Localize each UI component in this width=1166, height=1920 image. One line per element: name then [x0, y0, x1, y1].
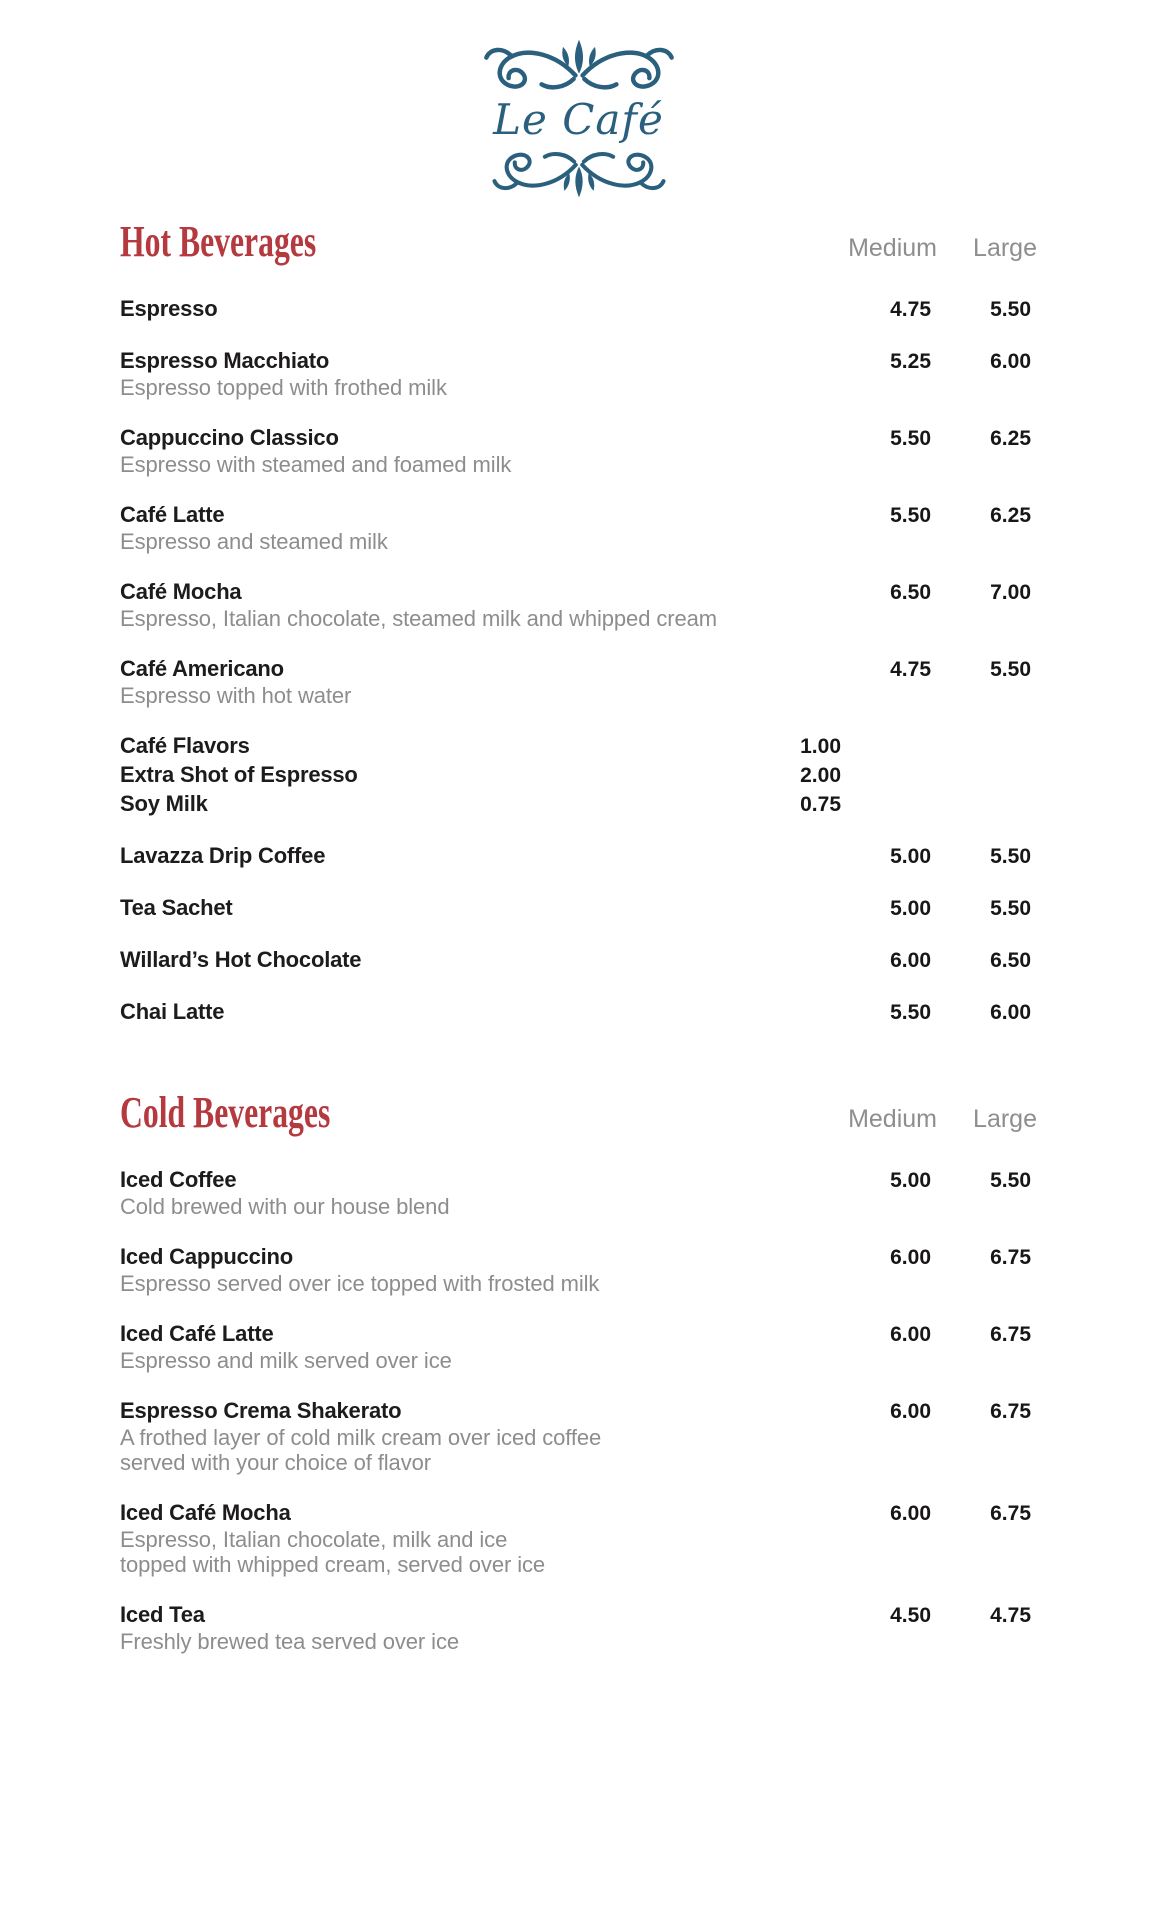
price-medium: 6.00 — [890, 1400, 931, 1423]
item-text — [120, 1244, 752, 1296]
price-large: 5.50 — [990, 1169, 1031, 1192]
menu-item-row — [120, 1398, 1037, 1475]
item-text — [120, 947, 752, 974]
menu-item-row — [120, 895, 1037, 922]
price-large: 7.00 — [990, 581, 1031, 604]
price-large: 6.25 — [990, 504, 1031, 527]
item-description-line: Freshly brewed tea served over ice — [120, 1629, 459, 1654]
item-description-line: Espresso, Italian chocolate, steamed milk and whipped cream — [120, 606, 717, 631]
menu-item-row — [120, 843, 1037, 870]
price-medium: 5.00 — [890, 845, 931, 868]
item-name: Iced Café Latte — [120, 1321, 274, 1346]
cafe-logo — [464, 38, 694, 199]
price-medium: 4.50 — [890, 1604, 931, 1627]
item-description-line: A frothed layer of cold milk cream over iced coffee — [120, 1425, 602, 1450]
price-medium: 5.50 — [890, 1001, 931, 1024]
price-large: 6.25 — [990, 427, 1031, 450]
price-large: 6.00 — [990, 350, 1031, 373]
item-text — [120, 296, 752, 323]
item-description — [120, 1527, 752, 1577]
item-text — [120, 843, 752, 870]
item-name: Café Latte — [120, 502, 225, 527]
section-title: Cold Beverages — [120, 1088, 331, 1137]
item-description — [120, 1425, 752, 1475]
item-description — [120, 606, 752, 631]
item-text — [120, 656, 752, 708]
item-name: Soy Milk — [120, 791, 208, 816]
menu-item-row — [120, 1167, 1037, 1219]
item-name: Café Flavors — [120, 733, 250, 758]
item-description — [120, 1271, 752, 1296]
menu-item-row — [120, 791, 1037, 818]
column-header-medium: Medium — [848, 1105, 937, 1133]
item-description-line: Cold brewed with our house blend — [120, 1194, 450, 1219]
menu-item-row — [120, 348, 1037, 400]
price-medium: 6.00 — [890, 1502, 931, 1525]
price-large: 5.50 — [990, 298, 1031, 321]
item-name: Lavazza Drip Coffee — [120, 843, 326, 868]
menu-item-row — [120, 1500, 1037, 1577]
item-name: Iced Tea — [120, 1602, 205, 1627]
item-description — [120, 1194, 752, 1219]
item-name: Espresso Crema Shakerato — [120, 1398, 402, 1423]
price-medium: 5.50 — [890, 504, 931, 527]
item-description — [120, 1629, 752, 1654]
menu-section — [120, 219, 1037, 1026]
addon-price: 2.00 — [800, 764, 841, 787]
menu-item-row — [120, 1321, 1037, 1373]
item-description-line: Espresso topped with frothed milk — [120, 375, 447, 400]
item-text — [120, 733, 752, 760]
menu-item-row — [120, 1602, 1037, 1654]
addon-price: 0.75 — [800, 793, 841, 816]
item-description-line: Espresso, Italian chocolate, milk and ice — [120, 1527, 508, 1552]
column-header-medium: Medium — [848, 234, 937, 262]
item-description-line: Espresso and milk served over ice — [120, 1348, 452, 1373]
item-name: Tea Sachet — [120, 895, 233, 920]
item-name: Iced Coffee — [120, 1167, 237, 1192]
item-description-line: Espresso with hot water — [120, 683, 352, 708]
item-description — [120, 1348, 752, 1373]
price-medium: 4.75 — [890, 658, 931, 681]
item-name: Cappuccino Classico — [120, 425, 339, 450]
menu-item-row — [120, 762, 1037, 789]
item-name: Willard’s Hot Chocolate — [120, 947, 362, 972]
section-rows — [120, 1167, 1037, 1654]
item-name: Iced Cappuccino — [120, 1244, 294, 1269]
item-description — [120, 375, 752, 400]
addon-price: 1.00 — [800, 735, 841, 758]
item-text — [120, 1398, 752, 1475]
item-text — [120, 1500, 752, 1577]
item-text — [120, 762, 752, 789]
item-name: Espresso — [120, 296, 218, 321]
price-medium: 6.00 — [890, 1323, 931, 1346]
item-name: Café Americano — [120, 656, 284, 681]
logo-text: Le Café — [493, 95, 664, 144]
price-large: 6.00 — [990, 1001, 1031, 1024]
menu-item-row — [120, 502, 1037, 554]
price-large: 6.75 — [990, 1323, 1031, 1346]
menu-item-row — [120, 733, 1037, 760]
price-large: 6.75 — [990, 1246, 1031, 1269]
item-description-line: served with your choice of flavor — [120, 1450, 431, 1475]
item-description-line: Espresso and steamed milk — [120, 529, 388, 554]
menu-sections — [120, 219, 1037, 1654]
item-text — [120, 1167, 752, 1219]
item-name: Espresso Macchiato — [120, 348, 330, 373]
menu-item-row — [120, 1244, 1037, 1296]
flourish-top-icon — [481, 38, 677, 95]
price-medium: 6.00 — [890, 1246, 931, 1269]
item-text — [120, 1602, 752, 1654]
price-large: 6.75 — [990, 1400, 1031, 1423]
column-header-large: Large — [973, 234, 1037, 262]
item-text — [120, 895, 752, 922]
item-name: Iced Café Mocha — [120, 1500, 291, 1525]
menu-item-row — [120, 425, 1037, 477]
price-large: 6.75 — [990, 1502, 1031, 1525]
item-name: Extra Shot of Espresso — [120, 762, 358, 787]
section-header — [120, 1090, 1037, 1136]
item-description — [120, 529, 752, 554]
flourish-bottom-icon — [489, 147, 669, 199]
price-large: 5.50 — [990, 897, 1031, 920]
price-medium: 6.00 — [890, 949, 931, 972]
price-medium: 5.00 — [890, 1169, 931, 1192]
item-description-line: Espresso served over ice topped with frosted milk — [120, 1271, 600, 1296]
item-text — [120, 348, 752, 400]
price-large: 6.50 — [990, 949, 1031, 972]
menu-item-row — [120, 656, 1037, 708]
item-name: Café Mocha — [120, 579, 242, 604]
item-name: Chai Latte — [120, 999, 225, 1024]
item-description-line: topped with whipped cream, served over ice — [120, 1552, 546, 1577]
menu-item-row — [120, 296, 1037, 323]
menu-item-row — [120, 579, 1037, 631]
price-medium: 4.75 — [890, 298, 931, 321]
section-header — [120, 219, 1037, 265]
price-large: 5.50 — [990, 658, 1031, 681]
price-medium: 5.50 — [890, 427, 931, 450]
item-text — [120, 579, 752, 631]
price-medium: 6.50 — [890, 581, 931, 604]
item-text — [120, 502, 752, 554]
price-medium: 5.00 — [890, 897, 931, 920]
section-title: Hot Beverages — [120, 217, 317, 266]
price-large: 4.75 — [990, 1604, 1031, 1627]
item-text — [120, 791, 752, 818]
column-header-large: Large — [973, 1105, 1037, 1133]
item-description — [120, 683, 752, 708]
item-text — [120, 425, 752, 477]
menu-item-row — [120, 999, 1037, 1026]
menu-section — [120, 1090, 1037, 1654]
price-medium: 5.25 — [890, 350, 931, 373]
item-text — [120, 999, 752, 1026]
section-rows — [120, 296, 1037, 1026]
item-description-line: Espresso with steamed and foamed milk — [120, 452, 512, 477]
price-large: 5.50 — [990, 845, 1031, 868]
item-description — [120, 452, 752, 477]
item-text — [120, 1321, 752, 1373]
menu-item-row — [120, 947, 1037, 974]
